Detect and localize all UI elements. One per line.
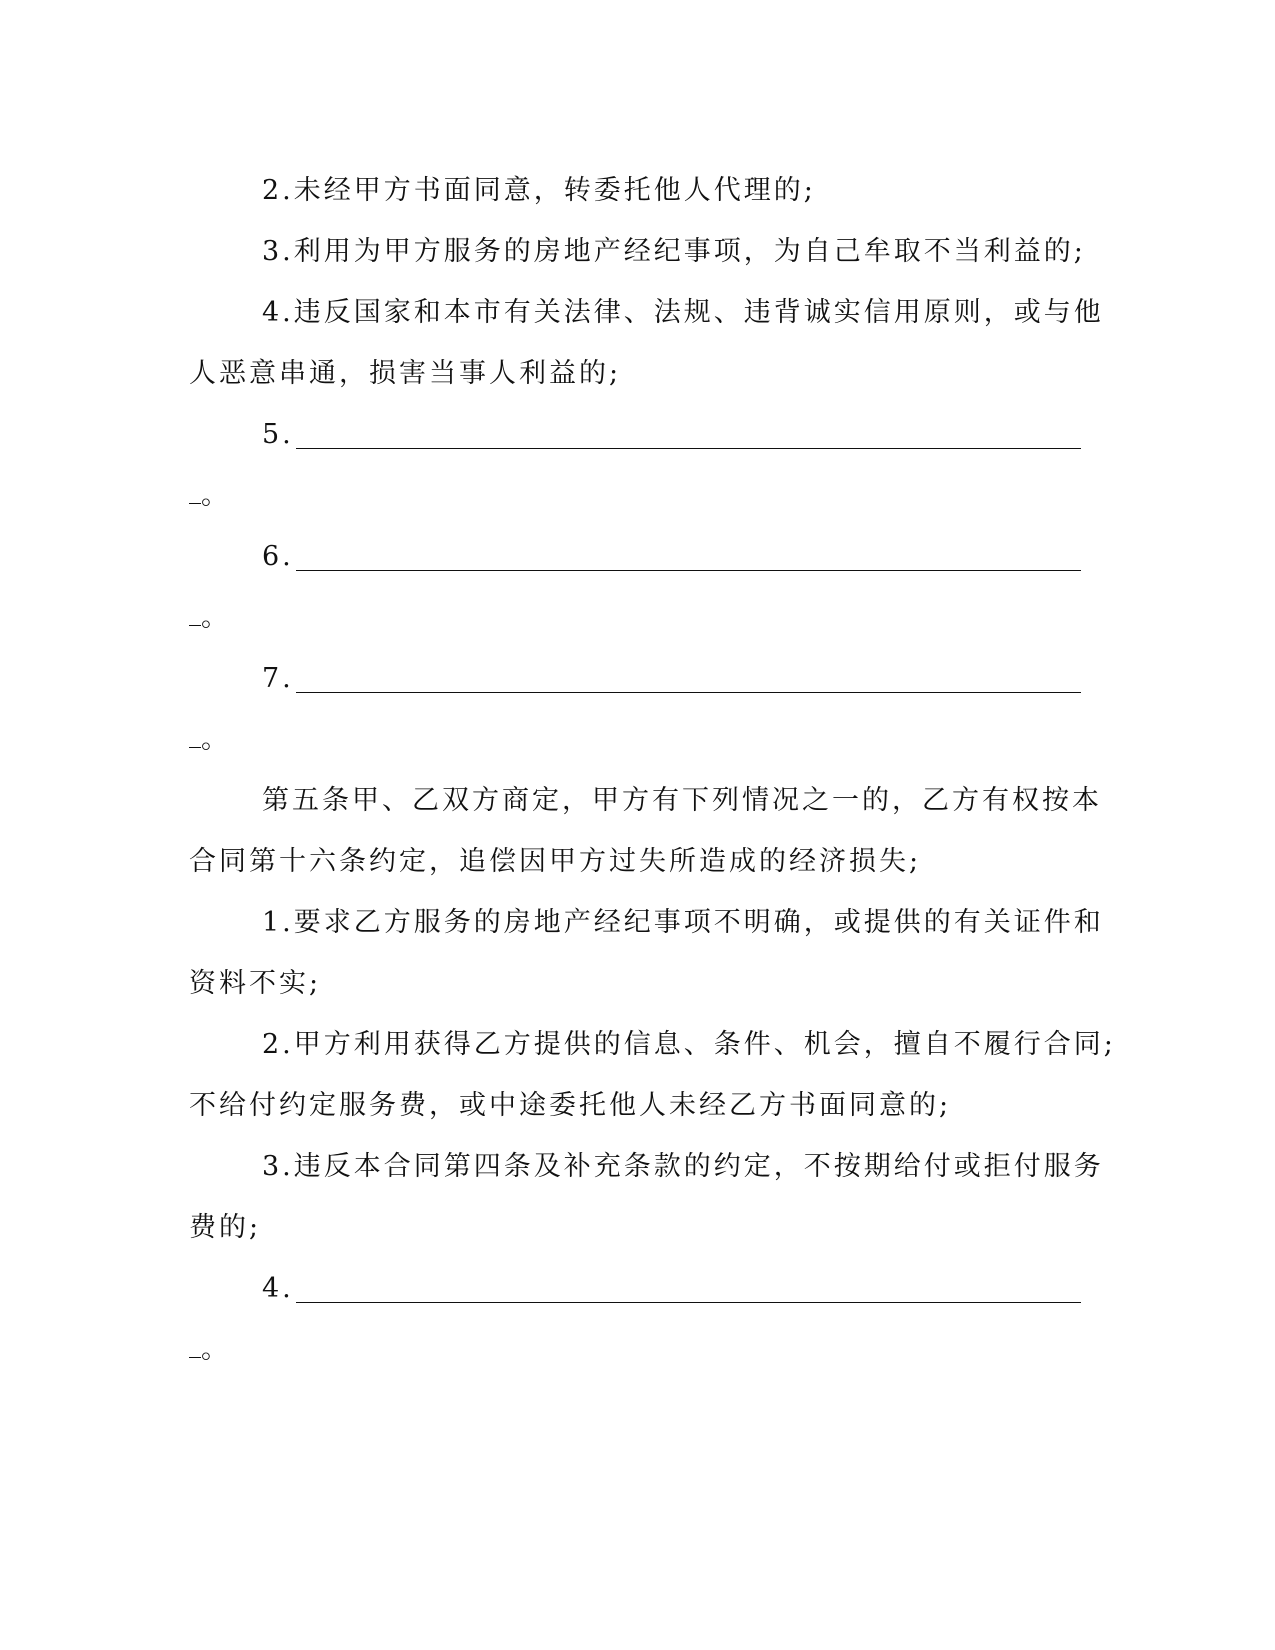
blank-number: 7.: [262, 663, 294, 694]
article-5-continued: 合同第十六条约定，追偿因甲方过失所造成的经济损失;: [189, 846, 922, 877]
blank-number: 4.: [262, 1273, 294, 1304]
clause-item-4-continued: 人恶意串通，损害当事人利益的;: [189, 358, 622, 389]
blank-underline-stub: [189, 605, 201, 626]
article-5-item-3: 3.违反本合同第四条及补充条款的约定，不按期给付或拒付服务: [262, 1151, 1104, 1182]
clause-item-2: 2.未经甲方书面同意，转委托他人代理的;: [262, 175, 816, 206]
blank-number: 6.: [262, 541, 294, 572]
article-5-item-1-continued: 资料不实;: [189, 968, 322, 999]
period-mark: 。: [201, 724, 231, 755]
fill-in-blank-5: [189, 404, 1081, 465]
blank-underline: [296, 1302, 1081, 1303]
clause-item-3: 3.利用为甲方服务的房地产经纪事项，为自己牟取不当利益的;: [262, 236, 1086, 267]
blank-number: 5.: [262, 419, 294, 450]
article-5-item-2-continued: 不给付约定服务费，或中途委托他人未经乙方书面同意的;: [189, 1090, 952, 1121]
blank-underline-stub: [189, 727, 201, 748]
blank-underline-stub: [189, 483, 201, 504]
period-mark: 。: [201, 1334, 231, 1365]
blank-underline-stub: [189, 1337, 201, 1358]
fill-in-blank-7: [189, 648, 1081, 709]
document-body: [189, 160, 1116, 1380]
fill-in-blank-article-5-item-4-end: [189, 1319, 1081, 1380]
article-5-heading: 第五条甲、乙双方商定，甲方有下列情况之一的，乙方有权按本: [262, 785, 1102, 816]
blank-underline: [296, 570, 1081, 571]
period-mark: 。: [201, 602, 231, 633]
blank-underline: [296, 692, 1081, 693]
article-5-item-2: 2.甲方利用获得乙方提供的信息、条件、机会，擅自不履行合同;: [262, 1029, 1116, 1060]
fill-in-blank-5-end: [189, 465, 1081, 526]
clause-item-4: 4.违反国家和本市有关法律、法规、违背诚实信用原则，或与他: [262, 297, 1104, 328]
fill-in-blank-7-end: [189, 709, 1081, 770]
period-mark: 。: [201, 480, 231, 511]
fill-in-blank-6-end: [189, 587, 1081, 648]
fill-in-blank-article-5-item-4: [189, 1258, 1081, 1319]
fill-in-blank-6: [189, 526, 1081, 587]
article-5-item-1: 1.要求乙方服务的房地产经纪事项不明确，或提供的有关证件和: [262, 907, 1104, 938]
blank-underline: [296, 448, 1081, 449]
article-5-item-3-continued: 费的;: [189, 1212, 262, 1243]
